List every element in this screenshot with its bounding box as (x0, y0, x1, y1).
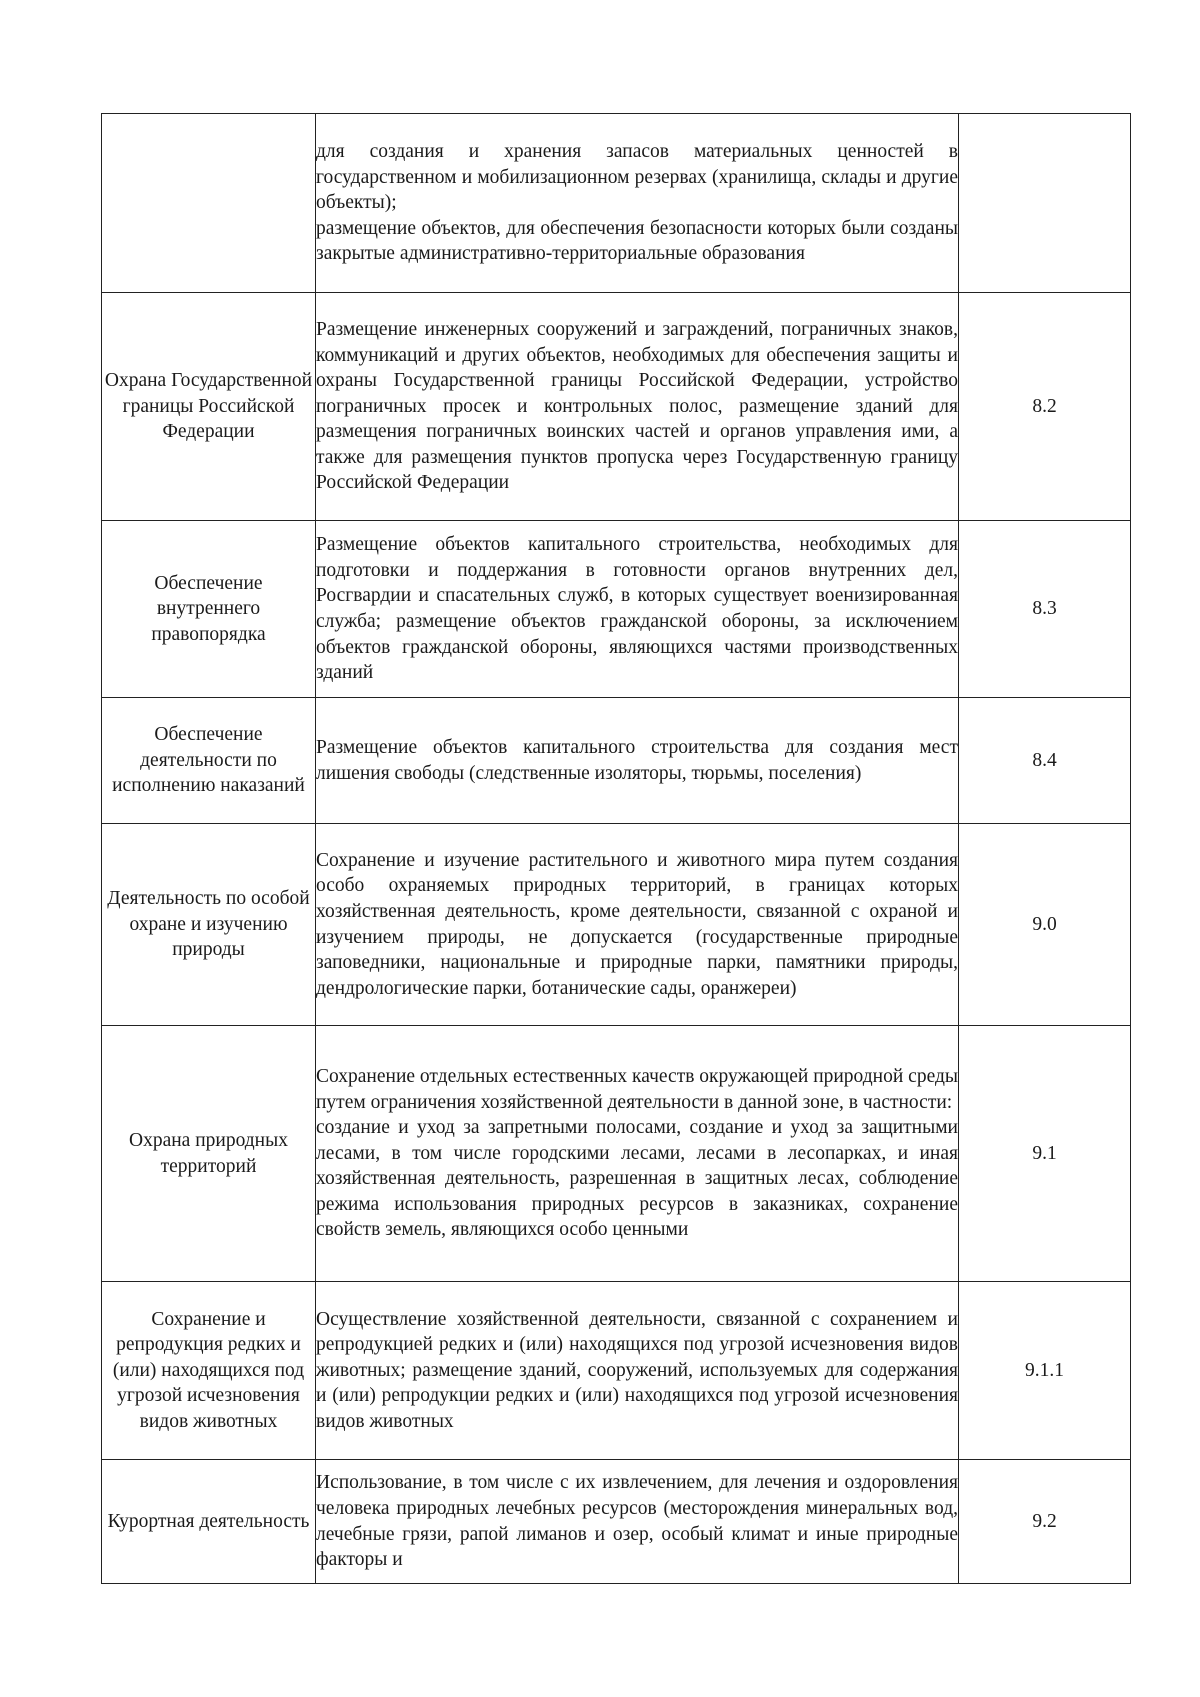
description-paragraph: Осуществление хозяйственной деятельности, связанной с сохранением и репродукцией редких и (или) находящихся под угрозой исчезновения видов животных; размещение зданий, сооружений, используемых для содержания и (или) репродукции редких и (или) находящихся под угрозой исчезновения видов животных (316, 1308, 958, 1432)
use-type-code: 8.2 (959, 293, 1131, 521)
use-type-name-text: Обеспечение деятельности по исполнению наказаний (112, 724, 305, 797)
table-row (102, 824, 1131, 1026)
use-type-code (959, 114, 1131, 293)
use-type-name: Обеспечение внутреннего правопорядка (102, 521, 316, 698)
table-row (102, 1460, 1131, 1584)
use-type-code: 9.0 (959, 824, 1131, 1026)
use-type-name (102, 698, 316, 824)
description-paragraph: Размещение инженерных сооружений и заграждений, пограничных знаков, коммуникаций и других объектов, необходимых для обеспечения защиты и охраны Государственной границы Российской Федерации, устройство пограничных просек и контрольных полос, размещение зданий для размещения пограничных воинских частей и органов управления ими, а также для размещения пунктов пропуска через Государственную границу Российской Федерации (316, 318, 958, 494)
use-type-description (316, 521, 959, 698)
table-row (102, 293, 1131, 521)
use-type-description (316, 1460, 959, 1584)
table-row (102, 114, 1131, 293)
use-type-description (316, 1282, 959, 1460)
use-type-code: 8.3 (959, 521, 1131, 698)
use-type-name: Деятельность по особой охране и изучению природы (102, 824, 316, 1026)
use-type-description (316, 1026, 959, 1282)
use-type-name: Охрана природных территорий (102, 1026, 316, 1282)
use-type-code: 9.1 (959, 1026, 1131, 1282)
use-type-name: Курортная деятельность (102, 1460, 316, 1584)
description-paragraph: создание и уход за запретными полосами, создание и уход за защитными лесами, в том числе городскими лесами, лесами в лесопарках, и иная хозяйственная деятельность, разрешенная в защитных лесах, соблюдение режима использования природных ресурсов в заказниках, сохранение свойств земель, являющихся особо ценными (316, 1117, 958, 1241)
description-paragraph: Сохранение и изучение растительного и животного мира путем создания особо охраняемых природных территорий, в границах которых хозяйственная деятельность, кроме деятельности, связанной с охраной и изучением природы, не допускается (государственные природные заповедники, национальные и природные парки, памятники природы, дендрологические парки, ботанические сады, оранжереи) (316, 849, 958, 999)
land-use-table (101, 113, 1131, 1584)
use-type-description (316, 698, 959, 824)
use-type-description (316, 114, 959, 293)
table-row (102, 521, 1131, 698)
description-paragraph: для создания и хранения запасов материальных ценностей в государственном и мобилизационном резервах (хранилища, склады и другие объекты); (316, 141, 958, 214)
use-type-code: 9.1.1 (959, 1282, 1131, 1460)
description-paragraph: Использование, в том числе с их извлечением, для лечения и оздоровления человека природных лечебных ресурсов (месторождения минеральных вод, лечебные грязи, рапой лиманов и озер, особый климат и иные природные факторы и (316, 1472, 958, 1571)
description-paragraph: Размещение объектов капитального строительства для создания мест лишения свободы (следственные изоляторы, тюрьмы, поселения) (316, 736, 958, 784)
description-paragraph: Размещение объектов капитального строительства, необходимых для подготовки и поддержания в готовности органов внутренних дел, Росгвардии и спасательных служб, в которых существует военизированная служба; размещение объектов гражданской обороны, за исключением объектов гражданской обороны, являющихся частями производственных зданий (316, 534, 958, 684)
use-type-code: 9.2 (959, 1460, 1131, 1584)
description-paragraph: Сохранение отдельных естественных качеств окружающей природной среды путем ограничения хозяйственной деятельности в данной зоне, в частности: (316, 1065, 958, 1113)
table-row (102, 698, 1131, 824)
use-type-name: Охрана Государственной границы Российской Федерации (102, 293, 316, 521)
description-paragraph: размещение объектов, для обеспечения безопасности которых были созданы закрытые административно-территориальные образования (316, 217, 958, 265)
use-type-description (316, 293, 959, 521)
table-row (102, 1026, 1131, 1282)
table-row (102, 1282, 1131, 1460)
use-type-name: Сохранение и репродукция редких и (или) находящихся под угрозой исчезновения видов животных (102, 1282, 316, 1460)
use-type-code: 8.4 (959, 698, 1131, 824)
use-type-name (102, 114, 316, 293)
use-type-description (316, 824, 959, 1026)
